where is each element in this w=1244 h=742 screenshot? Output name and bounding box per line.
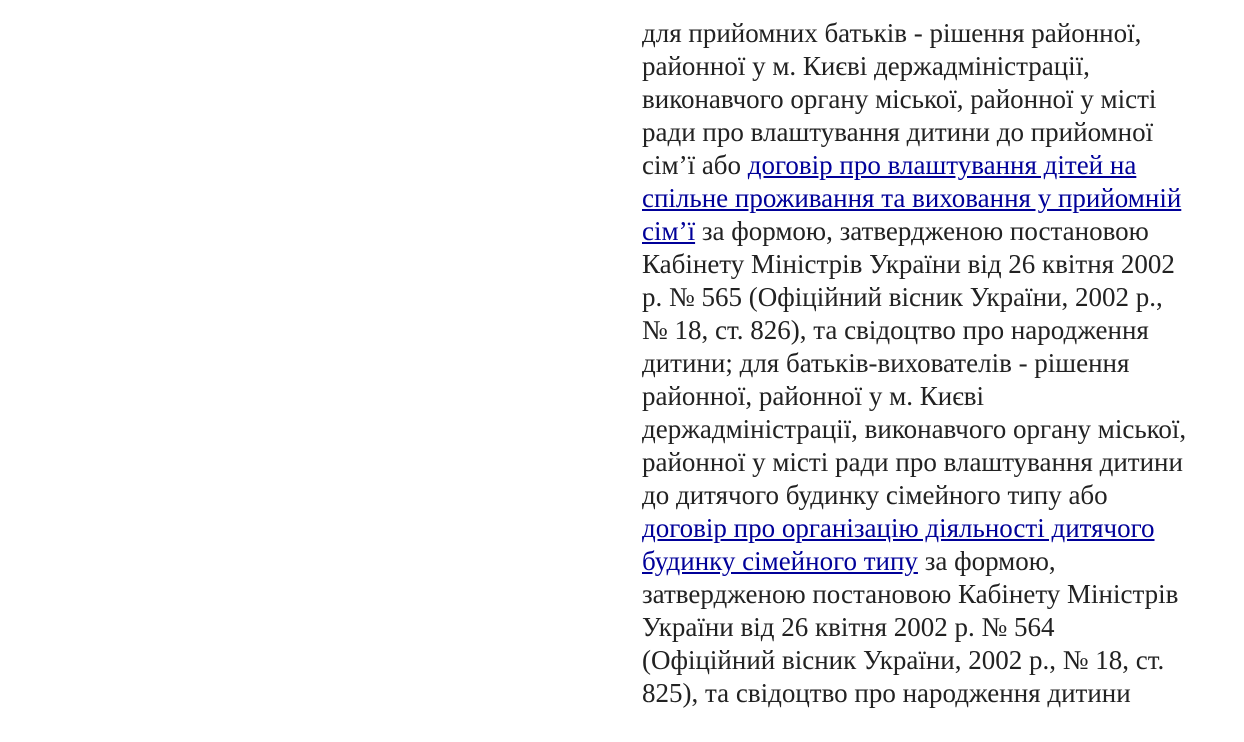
text-segment: до дитячого будинку сімейного типу або [642,480,1108,510]
text-line [642,215,1232,248]
text-segment: дитини; для батьків-вихователів - рішення [642,348,1130,378]
text-segment: р. № 565 (Офіційний вісник України, 2002 р., [642,282,1163,312]
text-segment: за формою, [917,546,1056,576]
text-line [642,248,1232,281]
text-line [642,512,1232,545]
text-line [642,116,1232,149]
text-segment: для прийомних батьків - рішення районної, [642,18,1142,48]
text-segment: ради про влаштування дитини до прийомної [642,117,1154,147]
text-line [642,149,1232,182]
text-segment: (Офіційний вісник України, 2002 р., № 18, ст. [642,645,1165,675]
text-segment: 825), та свідоцтво про народження дитини [642,678,1131,708]
text-line [642,677,1232,710]
text-line [642,83,1232,116]
text-line [642,380,1232,413]
foster-family-agreement-link[interactable]: сім’ї [642,216,696,246]
text-segment: за формою, затвердженою постановою [695,216,1149,246]
text-line [642,314,1232,347]
text-line [642,446,1232,479]
text-line [642,50,1232,83]
text-segment: сім’ї або [642,150,748,180]
text-line [642,413,1232,446]
text-line [642,17,1232,50]
text-segment: виконавчого органу міської, районної у місті [642,84,1157,114]
text-segment: № 18, ст. 826), та свідоцтво про народження [642,315,1149,345]
text-line [642,545,1232,578]
text-line [642,578,1232,611]
text-line [642,347,1232,380]
text-segment: України від 26 квітня 2002 р. № 564 [642,612,1055,642]
document-text-column [642,17,1232,710]
text-line [642,182,1232,215]
text-segment: затвердженою постановою Кабінету Міністрів [642,579,1179,609]
text-line [642,644,1232,677]
text-line [642,611,1232,644]
family-type-home-agreement-link[interactable]: будинку сімейного типу [642,546,918,576]
text-segment: Кабінету Міністрів України від 26 квітня 2002 [642,249,1175,279]
text-segment: районної, районної у м. Києві [642,381,985,411]
family-type-home-agreement-link[interactable]: договір про організацію діяльності дитячого [642,513,1155,543]
text-segment: районної у м. Києві держадміністрації, [642,51,1090,81]
foster-family-agreement-link[interactable]: спільне проживання та виховання у прийомній [642,183,1182,213]
text-line [642,281,1232,314]
text-line [642,479,1232,512]
foster-family-agreement-link[interactable]: договір про влаштування дітей на [747,150,1137,180]
text-segment: районної у місті ради про влаштування дитини [642,447,1183,477]
text-segment: держадміністрації, виконавчого органу міської, [642,414,1187,444]
